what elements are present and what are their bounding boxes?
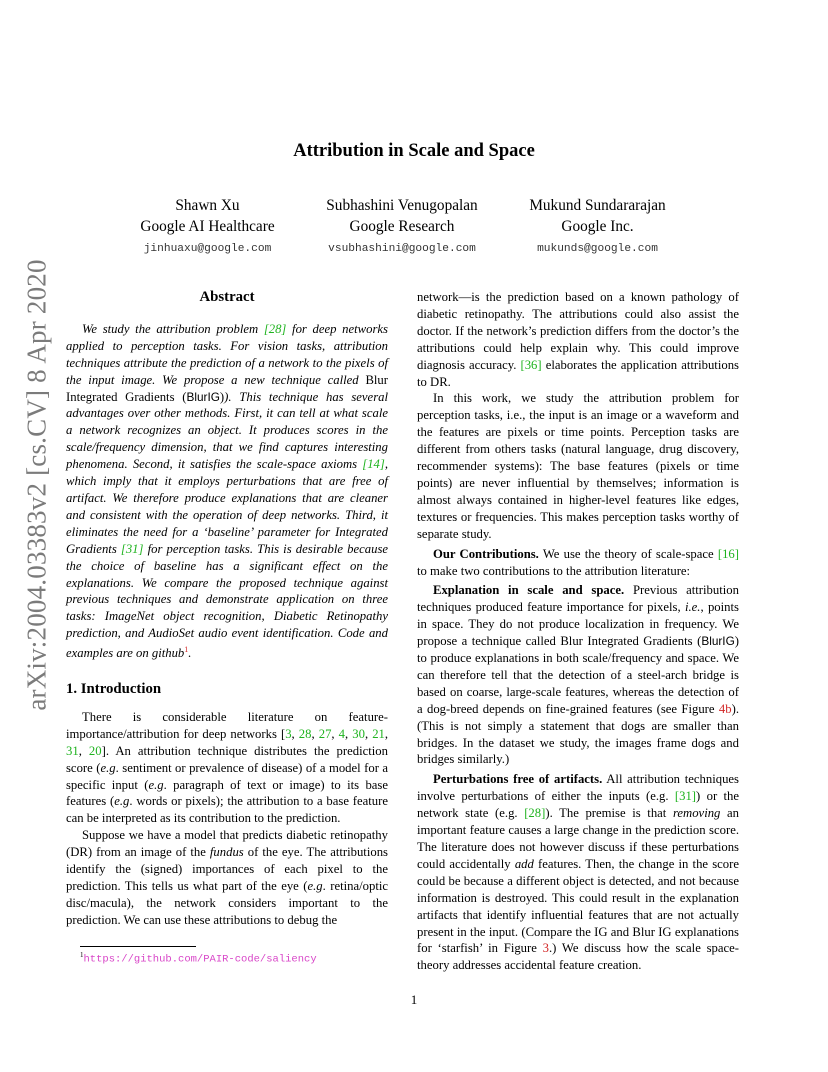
author-email[interactable]: mukunds@google.com xyxy=(537,243,658,255)
citation-link[interactable]: [28] xyxy=(524,806,546,821)
author-name: Mukund Sundararajan xyxy=(529,197,666,214)
citation-link[interactable]: 20 xyxy=(88,743,102,758)
author-name: Shawn Xu xyxy=(175,197,240,214)
right-paragraph-2: In this work, we study the attribution problem for perception tasks, i.e., the input is an image or a waveform and the features are pixels or time points. Perception tasks are different from others tasks (natural language, drug discovery, recommender systems): The base features (pixels or time points) are never influential by themselves; information is almost always contained in higher-level features like edges, textures or frequencies. This makes perception tasks worthy of separate study. xyxy=(417,391,739,541)
footnote-marker[interactable]: 1 xyxy=(184,645,189,655)
author-email[interactable]: jinhuaxu@google.com xyxy=(143,243,272,255)
footnote-url-link[interactable]: https://github.com/PAIR-code/saliency xyxy=(83,953,317,966)
citation-link[interactable]: 4 xyxy=(338,726,346,741)
explanation-paragraph: Explanation in scale and space. Previous attribution techniques produced feature importance for pixels, i.e., points in space. They do not produce localization in frequency. We propose a technique called Blur Integrated Gradients (BlurIG) to produce explanations in both scale/frequency and space. We can therefore tell that the detection of a steel-arch bridge is based on coarse, large-scale features, whereas the detection of a dog-breed depends on fine-grained features (see Figure 4b). (This is not simply a statement that dogs are smaller than bridges. In the dataset we study, the images frame dogs and bridges similarly.) xyxy=(417,583,739,767)
citation-link[interactable]: [14] xyxy=(362,457,385,472)
author-affiliation: Google Research xyxy=(349,218,455,235)
abstract-section xyxy=(66,289,388,662)
citation-link[interactable]: [16] xyxy=(717,546,739,561)
citation-link[interactable]: [36] xyxy=(520,357,542,372)
citation-link[interactable]: 21 xyxy=(372,726,385,741)
abstract-heading: Abstract xyxy=(199,289,255,305)
author-name: Subhashini Venugopalan xyxy=(326,197,478,214)
right-column xyxy=(417,289,739,974)
introduction-section xyxy=(66,681,388,929)
intro-paragraph-2: Suppose we have a model that predicts diabetic retinopathy (DR) from an image of the fundus of the eye. The attributions identify the (signed) importances of each pixel to the prediction. This tells us what part of the eye (e.g. retina/optic disc/macula), the network considers important to the prediction. We can use these attributions to debug the xyxy=(66,828,388,927)
author-block-1 xyxy=(130,195,285,261)
citation-link[interactable]: 3 xyxy=(285,726,292,741)
author-block-2 xyxy=(312,195,492,261)
arxiv-identifier: arXiv:2004.03383v2 [cs.CV] 8 Apr 2020 xyxy=(21,259,52,711)
footnote: $^1$https://github.com/PAIR-code/saliency xyxy=(80,951,317,966)
author-email[interactable]: vsubhashini@google.com xyxy=(328,243,476,255)
citation-link[interactable]: 31 xyxy=(66,743,79,758)
citation-link[interactable]: 30 xyxy=(352,726,365,741)
intro-paragraph-1: There is considerable literature on feature-importance/attribution for deep networks [3, 28, 27, 4, 30, 21, 31, 20]. An attribution technique distributes the prediction score (e.g. sentiment or prevalence of disease) of a model for a specific input (e.g. paragraph of text or image) to its base features (e.g. words or pixels); the attribution to a base feature can be interpreted as its contribution to the prediction. xyxy=(66,709,389,826)
abstract-text: We study the attribution problem [28] for deep networks applied to perception tasks. For vision tasks, attribution techniques attribute the prediction of a network to the pixels of the input image. We propose a new technique called Blur Integrated Gradients (BlurIG)). This technique has several advantages over other methods. First, it can tell at what scale a network recognizes an object. It produces scores in the scale/frequency dimension, that we find captures interesting phenomena. Second, it satisfies the scale-space axioms [14], which imply that it employs perturbations that are free of artifact. We therefore produce explanations that are cleaner and consistent with the operation of deep networks. Third, it eliminates the need for a ‘baseline’ parameter for Integrated Gradients [31] for perception tasks. This is desirable because the choice of baseline has a significant effect on the explanations. We compare the proposed technique against previous techniques and demonstrate application on three tasks: ImageNet object recognition, Diabetic Retinopathy prediction, and AudioSet audio event identification. Code and examples are on github$^1$. xyxy=(66,321,389,661)
page-number: 1 xyxy=(410,992,418,1007)
citation-link[interactable]: [31] xyxy=(120,541,144,556)
footnote-rule xyxy=(80,946,196,947)
paper-title: Attribution in Scale and Space xyxy=(293,141,535,161)
citation-link[interactable]: 27 xyxy=(318,726,332,741)
perturbations-paragraph: Perturbations free of artifacts. All attribution techniques involve perturbations of either the inputs (e.g. [31]) or the network state (e.g. [28]). The premise is that removing an important feature causes a large change in the prediction score. The literature does not however discuss if these perturbations could accidentally add features. Then, the change in the score could be because a different object is detected, and not because information is destroyed. This could result in the explanation artifacts that identify influential features that are not actually present in the input. (Compare the IG and Blur IG explanations for ‘starfish’ in Figure 3.) We discuss how the scale space-theory addresses accidental feature creation. xyxy=(417,772,740,973)
author-affiliation: Google AI Healthcare xyxy=(140,218,275,235)
figure-ref-link[interactable]: 4b xyxy=(718,701,732,716)
introduction-heading: 1. Introduction xyxy=(66,681,162,697)
author-affiliation: Google Inc. xyxy=(561,218,634,235)
citation-link[interactable]: [31] xyxy=(674,789,697,804)
author-block-3 xyxy=(515,195,680,261)
citation-link[interactable]: [28] xyxy=(263,321,287,336)
figure-ref-link[interactable]: 3 xyxy=(542,941,549,956)
right-paragraph-1: network—is the prediction based on a known pathology of diabetic retinopathy. The attributions could also assist the doctor. If the network’s prediction differs from the doctor’s the attributions could help explain why. This could improve diagnosis accuracy. [36] elaborates the application attributions to DR. xyxy=(417,290,739,389)
citation-link[interactable]: 28 xyxy=(298,726,312,741)
contributions-paragraph: Our Contributions. We use the theory of scale-space [16] to make two contributions to the attribution literature: xyxy=(417,546,739,578)
